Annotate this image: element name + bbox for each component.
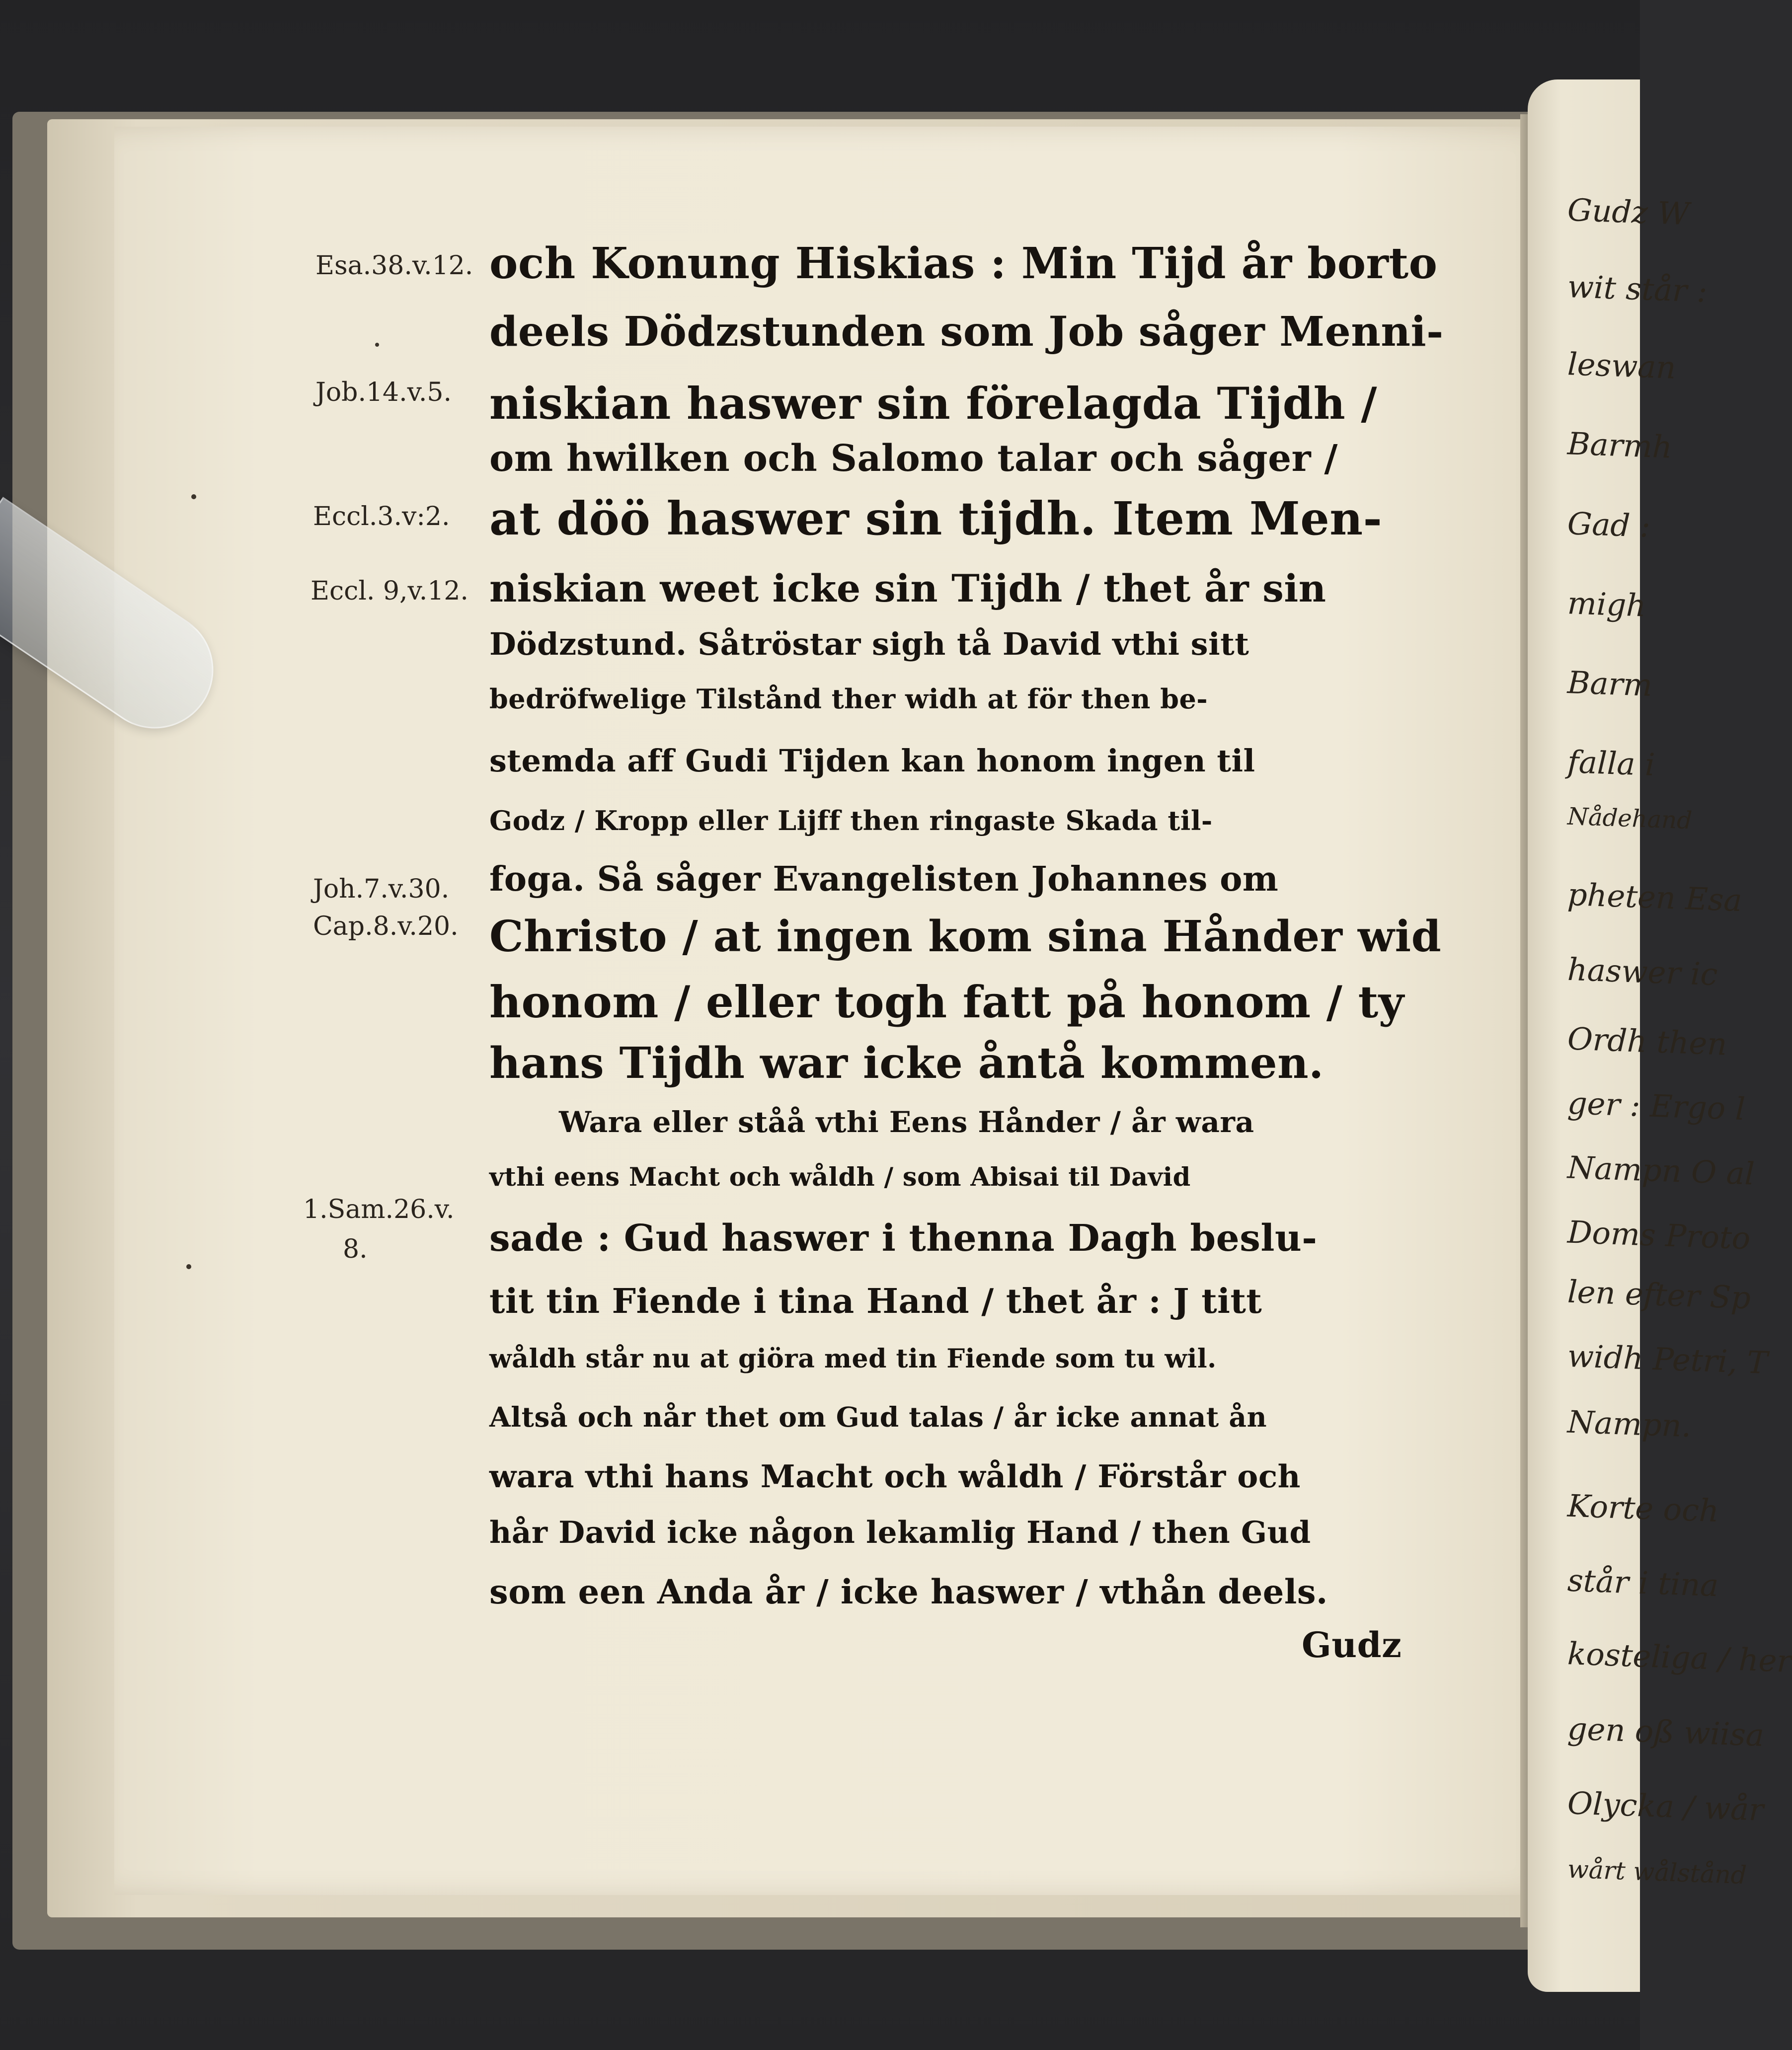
facing-page-line: leswan: [1566, 346, 1677, 386]
facing-page-line: Ordh then: [1566, 1020, 1728, 1063]
paper-speck: [375, 343, 379, 347]
text-line: Dödzstund. Såtröstar sigh tå David vthi sitt: [489, 626, 1249, 662]
facing-page-line: gen oß wiisa: [1566, 1710, 1765, 1753]
text-line: at döö haswer sin tijdh. Item Men-: [489, 492, 1383, 545]
facing-page-line: Olycka / wår: [1566, 1785, 1765, 1828]
facing-page-line: Doms Proto: [1566, 1214, 1751, 1257]
facing-page-line: migh: [1566, 585, 1647, 624]
facing-page-line: kosteliga / her: [1566, 1635, 1792, 1679]
text-line: Wara eller ståå vthi Eens Hånder / år wara: [559, 1105, 1254, 1139]
text-line: hår David icke någon lekamlig Hand / then Gud: [489, 1515, 1311, 1550]
facing-page-line: Nådehand: [1567, 802, 1693, 835]
text-line: wåldh står nu at giöra med tin Fiende som tu wil.: [489, 1344, 1217, 1374]
paper-speck: [186, 1264, 191, 1269]
text-line: hans Tijdh war icke åntå kommen.: [489, 1038, 1324, 1088]
text-line: honom / eller togh fatt på honom / ty: [489, 976, 1404, 1028]
facing-page-line: ger : Ergo l: [1566, 1084, 1746, 1128]
facing-page-line: Gad :: [1566, 505, 1651, 544]
text-line: wara vthi hans Macht och wåldh / Förstår och: [489, 1458, 1301, 1495]
facing-page-line: wit står :: [1566, 268, 1708, 309]
facing-page-line: står i tina: [1566, 1562, 1719, 1604]
text-line: och Konung Hiskias : Min Tijd år borto: [489, 238, 1438, 289]
facing-page-line: wårt wålstånd: [1567, 1854, 1747, 1890]
text-line: niskian haswer sin förelagda Tijdh /: [489, 378, 1377, 429]
margin-note: Job.14.v.5.: [315, 378, 452, 407]
margin-note: Cap.8.v.20.: [313, 911, 459, 941]
text-line: deels Dödzstunden som Job såger Menni-: [489, 308, 1444, 356]
facing-page-line: widh Petri, T: [1566, 1337, 1769, 1381]
facing-page-line: Barm: [1566, 664, 1653, 703]
margin-note: Eccl.3.v:2.: [313, 502, 450, 531]
paper-speck: [191, 494, 196, 499]
text-line: stemda aff Gudi Tijden kan honom ingen til: [489, 743, 1255, 779]
facing-page-line: pheten Esa: [1566, 876, 1743, 919]
facing-page-line: haswer ic: [1566, 951, 1718, 993]
facing-page-line: Korte och: [1566, 1487, 1720, 1529]
catchword: Gudz: [1302, 1624, 1402, 1666]
margin-note: Esa.38.v.12.: [315, 251, 473, 281]
text-line: sade : Gud haswer i thenna Dagh beslu-: [489, 1217, 1318, 1260]
facing-page-line: Gudz W: [1566, 191, 1690, 232]
facing-page-line: Barmh: [1566, 425, 1673, 465]
margin-note: 8.: [343, 1234, 368, 1264]
text-line: vthi eens Macht och wåldh / som Abisai til David: [489, 1162, 1191, 1192]
text-line: som een Anda år / icke haswer / vthån deels.: [489, 1572, 1328, 1611]
text-line: om hwilken och Salomo talar och såger /: [489, 437, 1338, 480]
text-line: tit tin Fiende i tina Hand / thet år : J titt: [489, 1282, 1262, 1321]
facing-page-line: Nampn.: [1566, 1403, 1692, 1444]
margin-note: 1.Sam.26.v.: [303, 1195, 455, 1224]
text-line: Christo / at ingen kom sina Hånder wid: [489, 911, 1442, 962]
text-line: Godz / Kropp eller Lijff then ringaste Skada til-: [489, 805, 1213, 836]
text-line: niskian weet icke sin Tijdh / thet år sin: [489, 566, 1326, 610]
margin-note: Joh.7.v.30.: [313, 874, 450, 904]
facing-page-line: len efter Sp: [1566, 1273, 1752, 1316]
margin-note: Eccl. 9,v.12.: [311, 576, 468, 606]
facing-page-line: Nampn O al: [1566, 1149, 1755, 1192]
facing-page-line: falla i: [1566, 743, 1656, 783]
facing-page-fragment: [1528, 79, 1792, 1992]
text-line: Altså och når thet om Gud talas / år icke annat ån: [489, 1401, 1267, 1433]
text-line: bedröfwelige Tilstånd ther widh at för then be-: [489, 683, 1208, 715]
text-line: foga. Så såger Evangelisten Johannes om: [489, 859, 1279, 899]
